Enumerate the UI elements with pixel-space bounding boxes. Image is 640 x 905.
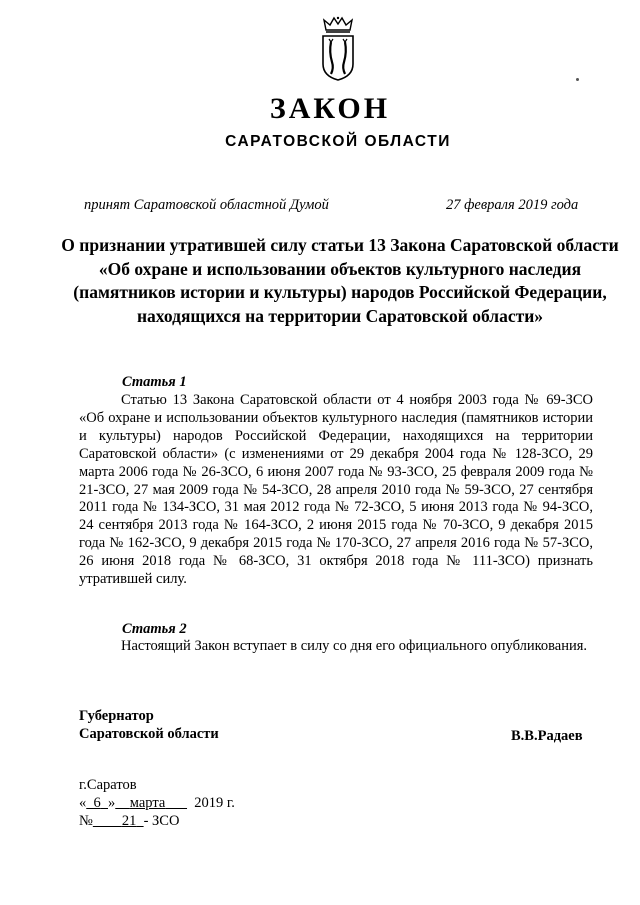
law-subtitle: САРАТОВСКОЙ ОБЛАСТИ [225, 133, 451, 150]
date-day: 6 [93, 795, 101, 811]
article-1-heading: Статья 1 [122, 374, 187, 390]
city-text: г.Саратов [79, 777, 137, 793]
law-title: ЗАКОН [269, 92, 391, 125]
signatory-name: В.В.Радаев [511, 728, 583, 744]
number-suffix: - ЗСО [143, 813, 180, 829]
adopted-date-text: 27 февраля 2019 года [446, 197, 579, 213]
adopted-by-text: принят Саратовской областной Думой [84, 197, 329, 213]
scan-speck [576, 78, 579, 81]
signatory-position-line-1: Губернатор [79, 708, 154, 724]
law-number [79, 813, 179, 830]
signing-date: « 6 » марта 2019 г. [79, 795, 235, 811]
date-month: марта [129, 795, 166, 811]
date-year: 2019 г. [194, 795, 235, 811]
saratov-coat-of-arms-icon [318, 16, 358, 82]
signatory-position-line-2: Саратовской области [79, 726, 219, 742]
article-2-body: Настоящий Закон вступает в силу со дня его официального опубликования. [121, 638, 588, 654]
document-title: О признании утратившей силу статьи 13 Закона Саратовской области «Об охране и использовании объектов культурного наследия (памятников истории и культуры) народов Российской Федерации, находящихся на территории Саратовской области» [61, 235, 619, 326]
number-value: 21 [121, 813, 137, 829]
article-1-body: Статью 13 Закона Саратовской области от 4 ноября 2003 года № 69-ЗСО «Об охране и использовании объектов культурного наследия (памятников истории и культуры) народов Российской Федерации, находящихся на территории Саратовской области» (с изменениями от 29 декабря 2004 года № 128-ЗСО, 29 марта 2006 года № 26-ЗСО, 6 июня 2007 года № 93-ЗСО, 25 февраля 2009 года № 21-ЗСО, 27 мая 2009 года № 54-ЗСО, 28 апреля 2010 года № 59-ЗСО, 27 сентября 2011 года № 134-ЗСО, 31 мая 2012 года № 72-ЗСО, 5 июня 2013 года № 94-ЗСО, 24 сентября 2013 года № 164-ЗСО, 2 июня 2015 года № 70-ЗСО, 9 декабря 2015 года № 162-ЗСО, 9 декабря 2015 года № 170-ЗСО, 27 апреля 2016 года № 57-ЗСО, 26 июня 2018 года № 68-ЗСО, 31 октября 2018 года № 111-ЗСО) признать утратившей силу. [79, 392, 593, 588]
number-prefix: № [79, 813, 93, 829]
article-2-heading: Статья 2 [122, 621, 187, 637]
